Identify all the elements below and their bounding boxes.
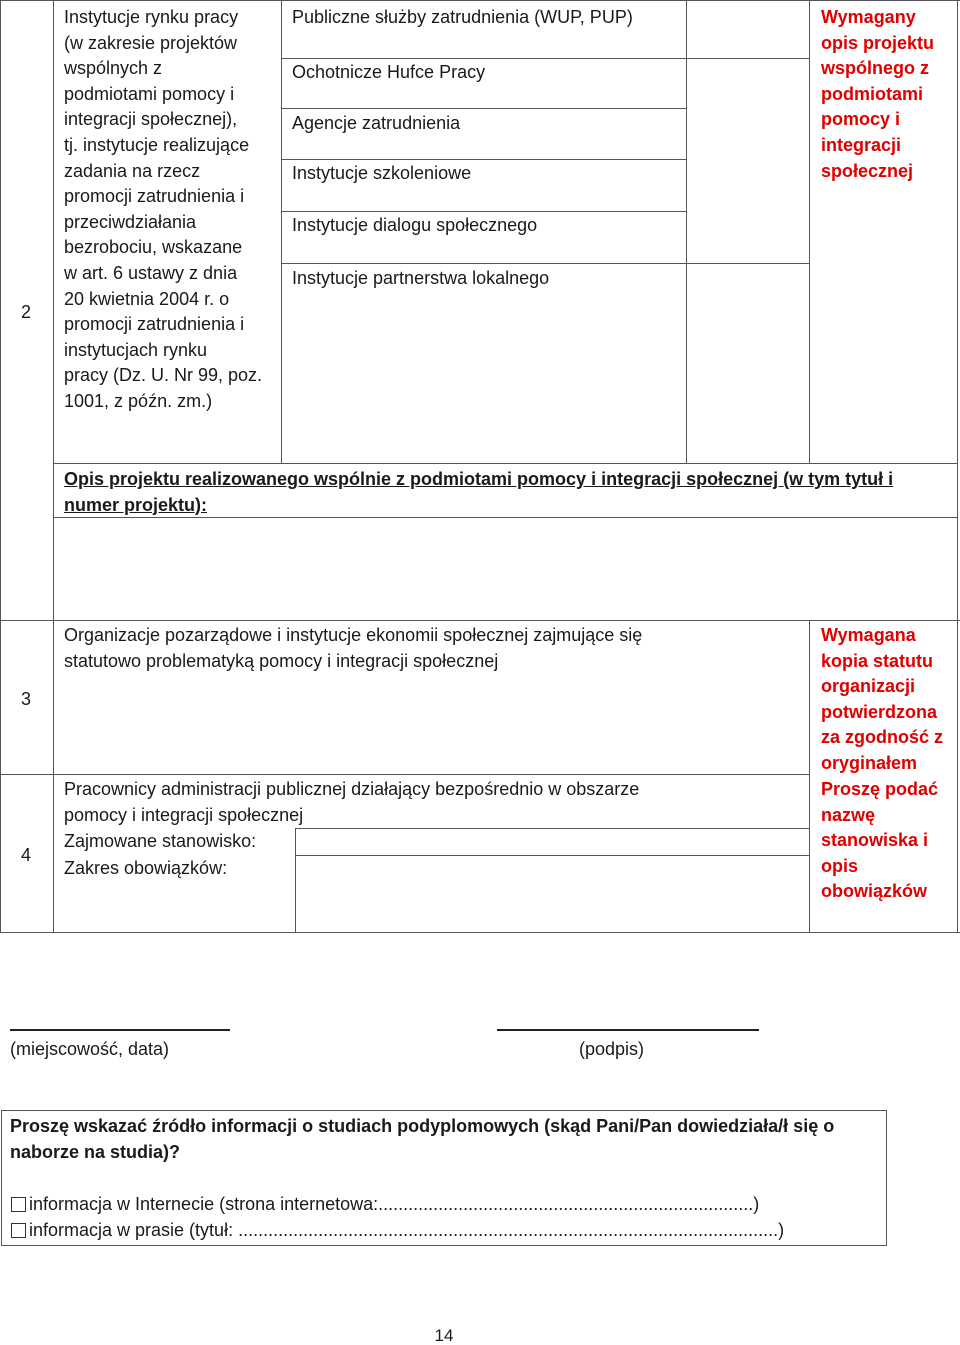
category-line: tj. instytucje realizujące: [64, 134, 250, 155]
requirement-line: stanowiska i: [821, 830, 929, 851]
row-4-text: [64, 777, 804, 828]
institution-item: Ochotnicze Hufce Pracy: [292, 62, 486, 82]
project-description-field[interactable]: [56, 520, 954, 618]
grid-line: [957, 0, 958, 933]
requirement-line: obowiązków: [821, 881, 928, 902]
description-label-line: numer projektu):: [64, 494, 208, 515]
institution-item: Publiczne służby zatrudnienia (WUP, PUP): [292, 7, 633, 27]
requirement-line: integracji: [821, 134, 902, 155]
row-4-requirement: [821, 777, 955, 905]
grid-line: [281, 159, 686, 160]
category-line: wspólnych z: [64, 58, 163, 79]
option-internet-label: informacja w Internecie (strona internetowa:...........................................................................): [29, 1194, 760, 1214]
category-line: bezrobociu, wskazane: [64, 237, 243, 258]
grid-line: [295, 855, 809, 856]
grid-line: [281, 211, 686, 212]
grid-line: [53, 0, 54, 933]
grid-line: [0, 0, 960, 1]
row-3-line: statutowo problematyką pomocy i integracji społecznej: [64, 650, 499, 671]
grid-line: [0, 620, 960, 621]
requirement-line: podmiotami: [821, 83, 923, 104]
row-4-line: pomocy i integracji społecznej: [64, 804, 304, 825]
institution-item: Instytucje szkoleniowe: [292, 163, 472, 183]
requirement-line: wspólnego z: [821, 58, 929, 79]
place-date-line[interactable]: [10, 1029, 230, 1031]
requirement-line: Wymagany: [821, 7, 916, 27]
question-line: Proszę wskazać źródło informacji o studiach podyplomowych (skąd Pani/Pan dowiedziała/ł się o: [10, 1116, 835, 1136]
row-3-number: 3: [20, 689, 31, 709]
grid-line: [0, 774, 809, 775]
requirement-line: opis: [821, 855, 859, 876]
institution-item: Instytucje partnerstwa lokalnego: [292, 268, 550, 288]
category-line: Instytucje rynku pracy: [64, 7, 239, 27]
place-date-label: (miejscowość, data): [10, 1039, 170, 1059]
grid-line: [686, 0, 687, 463]
grid-line: [0, 932, 960, 933]
category-line: promocji zatrudnienia i: [64, 186, 245, 207]
requirement-line: społecznej: [821, 160, 914, 181]
category-line: w art. 6 ustawy z dnia: [64, 262, 238, 283]
requirement-line: organizacji: [821, 676, 916, 697]
row-3-text: [64, 623, 804, 674]
institution-item: Agencje zatrudnienia: [292, 113, 461, 133]
category-line: promocji zatrudnienia i: [64, 314, 245, 335]
description-label-line: Opis projektu realizowanego wspólnie z podmiotami pomocy i integracji społecznej (w tym tytuł i: [64, 469, 894, 489]
requirement-line: kopia statutu: [821, 650, 934, 671]
category-line: instytucjach rynku: [64, 339, 208, 360]
source-question: [10, 1114, 882, 1165]
requirement-line: pomocy i: [821, 109, 901, 130]
grid-line: [281, 0, 282, 463]
duties-field[interactable]: [298, 857, 806, 931]
question-line: naborze na studia)?: [10, 1141, 181, 1162]
category-line: 20 kwietnia 2004 r. o: [64, 288, 230, 309]
requirement-line: opis projektu: [821, 32, 935, 53]
page-number: 14: [434, 1326, 454, 1345]
grid-line: [0, 0, 1, 933]
row-2-requirement: [821, 5, 955, 184]
row-4-number: 4: [20, 845, 31, 865]
project-description-label: [64, 467, 944, 518]
row-3-line: Organizacje pozarządowe i instytucje ekonomii społecznej zajmujące się: [64, 625, 643, 645]
position-field[interactable]: [298, 830, 806, 854]
grid-line: [281, 108, 686, 109]
grid-line: [281, 263, 809, 264]
requirement-line: za zgodność z: [821, 727, 944, 748]
grid-line: [281, 58, 809, 59]
category-line: pracy (Dz. U. Nr 99, poz.: [64, 365, 263, 386]
requirement-line: potwierdzona: [821, 701, 937, 722]
category-line: (w zakresie projektów: [64, 32, 238, 53]
option-press-label: informacja w prasie (tytuł: ............................................................................................................): [29, 1220, 785, 1240]
category-line: podmiotami pomocy i: [64, 83, 235, 104]
requirement-line: Proszę podać: [821, 779, 939, 799]
checkbox-internet[interactable]: [11, 1197, 26, 1212]
position-label: Zajmowane stanowisko:: [64, 831, 257, 851]
category-line: 1001, z późn. zm.): [64, 390, 213, 411]
requirement-line: oryginałem: [821, 752, 918, 773]
institution-item: Instytucje dialogu społecznego: [292, 215, 538, 235]
requirement-line: nazwę: [821, 804, 876, 825]
grid-line: [809, 0, 810, 463]
category-line: przeciwdziałania: [64, 211, 197, 232]
signature-label: (podpis): [579, 1039, 645, 1059]
grid-line: [53, 463, 957, 464]
grid-line: [295, 828, 296, 933]
duties-label: Zakres obowiązków:: [64, 858, 228, 878]
grid-line: [809, 620, 810, 933]
signature-line[interactable]: [497, 1029, 759, 1031]
requirement-line: Wymagana: [821, 625, 916, 645]
row-2-number: 2: [20, 302, 31, 322]
category-line: zadania na rzecz: [64, 160, 201, 181]
row-3-requirement: [821, 623, 955, 777]
category-line: integracji społecznej),: [64, 109, 238, 130]
checkbox-press[interactable]: [11, 1223, 26, 1238]
row-2-category: [64, 5, 278, 415]
row-4-line: Pracownicy administracji publicznej działający bezpośrednio w obszarze: [64, 779, 640, 799]
